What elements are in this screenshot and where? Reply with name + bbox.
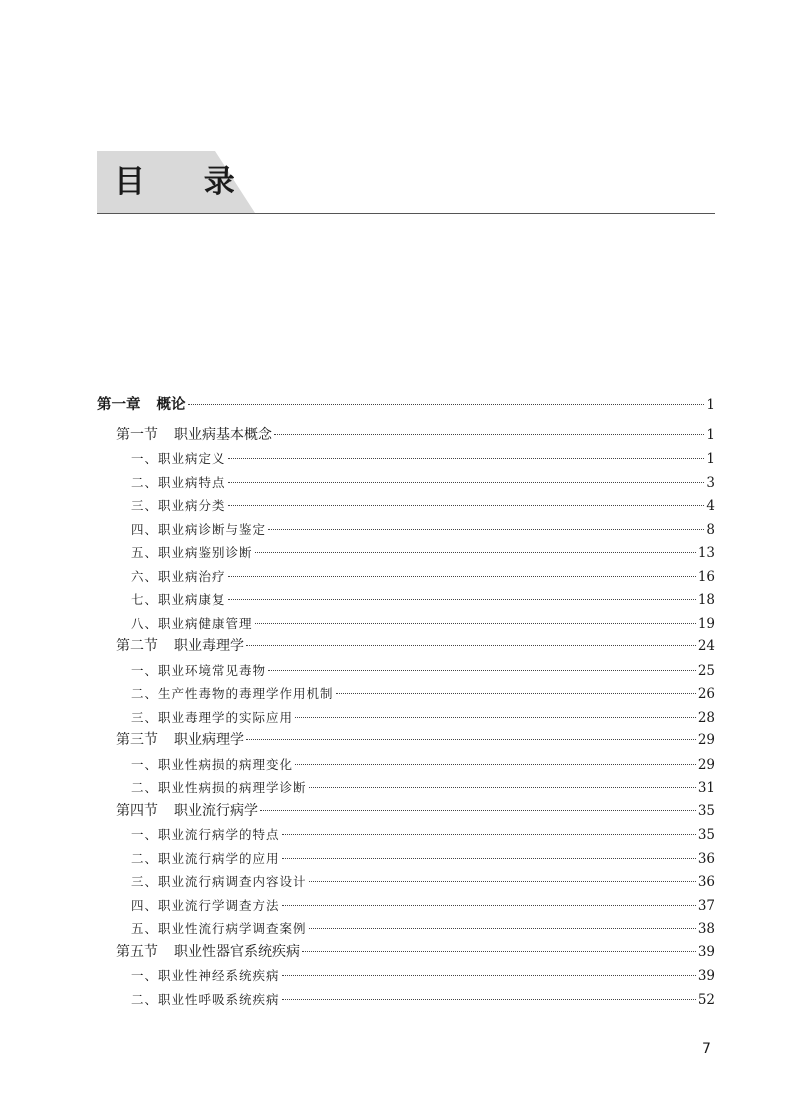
page-ref: 29 xyxy=(697,756,715,773)
toc-item[interactable] xyxy=(97,753,715,777)
page-ref: 8 xyxy=(706,521,715,538)
leader-dots xyxy=(228,458,705,459)
page-ref: 4 xyxy=(706,498,715,514)
toc-section[interactable] xyxy=(97,729,715,753)
page-ref: 16 xyxy=(697,568,715,585)
page-ref: 13 xyxy=(697,545,715,561)
toc-item[interactable] xyxy=(97,894,715,918)
toc-item[interactable] xyxy=(97,823,715,847)
page-ref: 28 xyxy=(697,709,715,726)
leader-dots xyxy=(295,717,696,718)
leader-dots xyxy=(282,858,696,859)
leader-dots xyxy=(228,482,705,483)
page-ref: 29 xyxy=(697,732,715,748)
page-ref: 26 xyxy=(697,686,715,702)
item-title: 一、职业流行病学的特点 xyxy=(131,827,280,842)
section-title: 职业病理学 xyxy=(174,732,244,748)
section-title: 职业流行病学 xyxy=(174,802,258,819)
toc-item[interactable] xyxy=(97,682,715,706)
table-of-contents xyxy=(97,393,715,1011)
item-title: 一、职业性神经系统疾病 xyxy=(131,968,280,983)
toc-item[interactable] xyxy=(97,706,715,730)
toc-item[interactable] xyxy=(97,964,715,988)
leader-dots xyxy=(274,434,704,435)
toc-item[interactable] xyxy=(97,447,715,471)
page-ref: 37 xyxy=(697,897,715,914)
leader-dots xyxy=(255,623,696,624)
item-title: 二、职业流行病学的应用 xyxy=(131,850,280,866)
leader-dots xyxy=(282,905,696,906)
item-title: 二、职业病特点 xyxy=(131,474,226,490)
leader-dots xyxy=(268,670,696,671)
item-title: 五、职业性流行病学调查案例 xyxy=(131,921,307,936)
item-title: 三、职业病分类 xyxy=(131,498,226,513)
page-ref: 24 xyxy=(697,638,715,654)
item-title: 三、职业毒理学的实际应用 xyxy=(131,709,294,725)
item-title: 八、职业病健康管理 xyxy=(131,615,253,631)
leader-dots xyxy=(255,552,696,553)
leader-dots xyxy=(282,999,696,1000)
toc-item[interactable] xyxy=(97,847,715,871)
page-ref: 31 xyxy=(697,780,715,796)
page-ref: 19 xyxy=(697,615,715,632)
leader-dots xyxy=(246,645,696,646)
page-ref: 38 xyxy=(697,921,715,937)
section-number: 第五节 xyxy=(116,943,158,960)
toc-chapter[interactable] xyxy=(97,393,715,417)
section-number: 第二节 xyxy=(116,638,158,654)
toc-item[interactable] xyxy=(97,588,715,612)
toc-section[interactable] xyxy=(97,800,715,824)
toc-item[interactable] xyxy=(97,659,715,683)
item-title: 一、职业性病损的病理变化 xyxy=(131,756,294,772)
toc-item[interactable] xyxy=(97,870,715,894)
leader-dots xyxy=(228,576,696,577)
page-number: 7 xyxy=(702,1041,711,1057)
leader-dots xyxy=(268,529,704,530)
toc-item[interactable] xyxy=(97,541,715,565)
section-number: 第三节 xyxy=(116,732,158,748)
page-ref: 3 xyxy=(706,474,715,491)
toc-section[interactable] xyxy=(97,635,715,659)
section-title: 职业病基本概念 xyxy=(174,426,272,443)
page-ref: 36 xyxy=(697,874,715,890)
leader-dots xyxy=(260,810,696,811)
leader-dots xyxy=(309,881,696,882)
item-title: 四、职业流行学调查方法 xyxy=(131,897,280,913)
toc-item[interactable] xyxy=(97,917,715,941)
leader-dots xyxy=(228,599,696,600)
item-title: 二、生产性毒物的毒理学作用机制 xyxy=(131,686,334,701)
item-title: 五、职业病鉴别诊断 xyxy=(131,545,253,560)
section-number: 第四节 xyxy=(116,802,158,819)
toc-section[interactable] xyxy=(97,941,715,965)
item-title: 三、职业流行病调查内容设计 xyxy=(131,874,307,889)
page-ref: 36 xyxy=(697,850,715,867)
page-ref: 35 xyxy=(697,827,715,843)
page-ref: 39 xyxy=(697,943,715,960)
page-ref: 1 xyxy=(706,426,715,443)
page-ref: 18 xyxy=(697,592,715,608)
item-title: 二、职业性呼吸系统疾病 xyxy=(131,991,280,1007)
item-title: 一、职业病定义 xyxy=(131,451,226,466)
page-ref: 1 xyxy=(706,397,715,413)
page-ref: 52 xyxy=(697,991,715,1008)
page-ref: 1 xyxy=(706,451,715,467)
page-ref: 35 xyxy=(697,802,715,819)
page-ref: 39 xyxy=(697,968,715,984)
leader-dots xyxy=(282,834,696,835)
item-title: 六、职业病治疗 xyxy=(131,568,226,584)
section-title: 职业毒理学 xyxy=(174,638,244,654)
section-title: 职业性器官系统疾病 xyxy=(174,943,300,960)
leader-dots xyxy=(295,764,696,765)
toc-item[interactable] xyxy=(97,494,715,518)
toc-item[interactable] xyxy=(97,776,715,800)
toc-section[interactable] xyxy=(97,424,715,448)
leader-dots xyxy=(188,404,705,405)
leader-dots xyxy=(336,693,696,694)
item-title: 二、职业性病损的病理学诊断 xyxy=(131,780,307,795)
item-title: 一、职业环境常见毒物 xyxy=(131,662,267,678)
leader-dots xyxy=(282,975,696,976)
section-number: 第一节 xyxy=(116,426,158,443)
item-title: 四、职业病诊断与鉴定 xyxy=(131,521,267,537)
leader-dots xyxy=(309,928,696,929)
leader-dots xyxy=(228,505,705,506)
toc-item[interactable] xyxy=(97,565,715,589)
toc-item[interactable] xyxy=(97,988,715,1012)
toc-item[interactable] xyxy=(97,518,715,542)
page-title: 目 录 xyxy=(114,164,259,200)
toc-item[interactable] xyxy=(97,471,715,495)
chapter-title: 概论 xyxy=(156,396,186,413)
title-divider xyxy=(97,213,715,214)
item-title: 七、职业病康复 xyxy=(131,592,226,607)
chapter-number: 第一章 xyxy=(97,396,141,413)
leader-dots xyxy=(302,951,696,952)
leader-dots xyxy=(309,787,696,788)
leader-dots xyxy=(246,739,696,740)
toc-item[interactable] xyxy=(97,612,715,636)
page-ref: 25 xyxy=(697,662,715,679)
